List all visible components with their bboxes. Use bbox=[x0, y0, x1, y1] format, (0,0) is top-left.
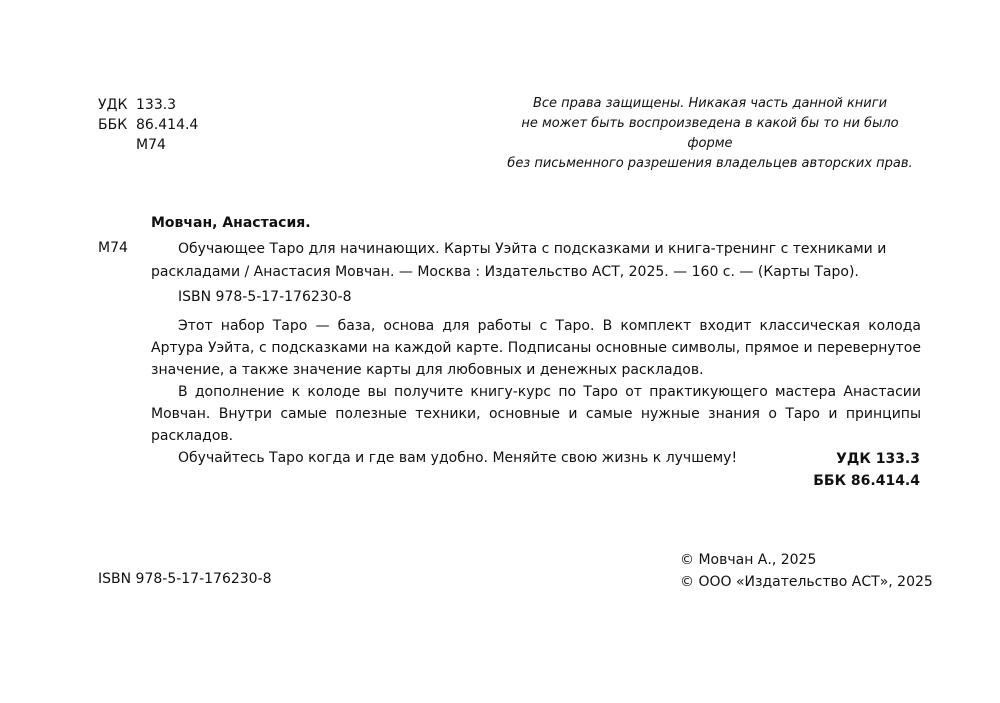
bbk-row bbox=[98, 115, 198, 135]
classification-block bbox=[98, 95, 198, 155]
annotation-paragraph: Обучайтесь Таро когда и где вам удобно. Меняйте свою жизнь к лучшему! bbox=[178, 450, 738, 466]
rights-line: без письменного разрешения владельцев авторских прав. bbox=[507, 156, 913, 171]
rights-notice bbox=[500, 94, 920, 174]
rights-line: Все права защищены. Никакая часть данной книги bbox=[532, 96, 888, 111]
record-title-text: Обучающее Таро для начинающих. Карты Уэйта с подсказками и книга-тренинг с техниками и раскладами / Анастасия Мовчан. — Москва : Издательство АСТ, 2025. — 160 с. — (Карты Таро). bbox=[151, 241, 887, 280]
record-author: Мовчан, Анастасия. bbox=[151, 215, 311, 231]
bbk-value: 86.414.4 bbox=[136, 117, 199, 133]
rights-line: не может быть воспроизведена в какой бы то ни было форме bbox=[521, 116, 899, 151]
author-mark-row bbox=[98, 135, 198, 155]
bbk-label: ББК bbox=[98, 117, 128, 133]
annotation bbox=[151, 315, 921, 469]
udk-label: УДК bbox=[98, 97, 128, 113]
udk-row bbox=[98, 95, 198, 115]
footer-isbn: ISBN 978-5-17-176230-8 bbox=[98, 571, 272, 587]
classification-right bbox=[770, 448, 920, 492]
copyright-author: © Мовчан А., 2025 bbox=[680, 552, 817, 568]
copyright-block bbox=[680, 549, 933, 593]
udk-bold: УДК 133.3 bbox=[836, 451, 920, 467]
annotation-paragraph: Этот набор Таро — база, основа для работы с Таро. В комплект входит классическая колода Артура Уэйта, с подсказками на каждой карте. Подписаны основные символы, прямое и перевернутое значение, а также значение карты для любовных и денежных раскладов. bbox=[151, 318, 921, 378]
udk-value: 133.3 bbox=[136, 97, 177, 113]
author-mark: М74 bbox=[136, 137, 166, 153]
record-title bbox=[151, 238, 921, 284]
annotation-paragraph: В дополнение к колоде вы получите книгу-курс по Таро от практикующего мастера Анастасии Мовчан. Внутри самые полезные техники, основные и самые нужные знания о Таро и принципы раскладов. bbox=[151, 384, 921, 444]
record-isbn: ISBN 978-5-17-176230-8 bbox=[178, 289, 352, 305]
bbk-bold: ББК 86.414.4 bbox=[813, 473, 920, 489]
copyright-publisher: © ООО «Издательство АСТ», 2025 bbox=[680, 574, 933, 590]
record-author-mark: М74 bbox=[98, 240, 128, 256]
